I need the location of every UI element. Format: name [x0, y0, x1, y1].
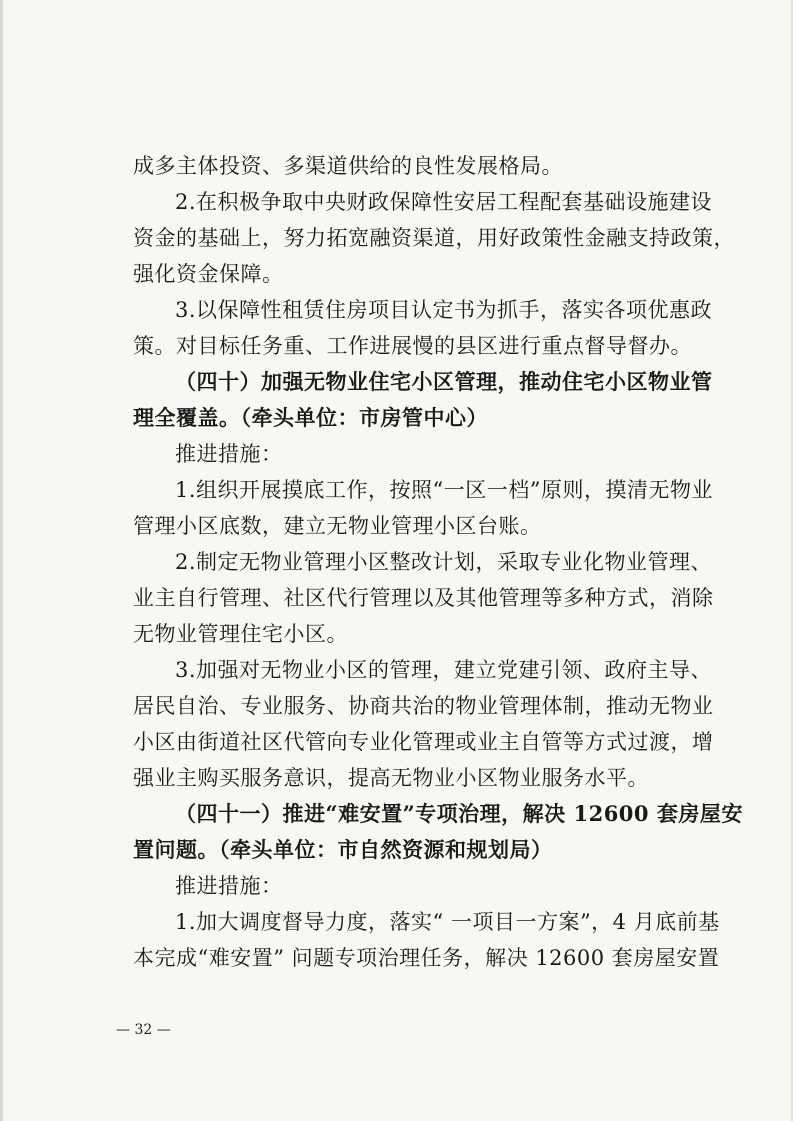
- paragraph-line: 策。对目标任务重、工作进展慢的县区进行重点督导督办。: [133, 334, 692, 358]
- paragraph-line: 2.在积极争取中央财政保障性安居工程配套基础设施建设: [175, 190, 713, 214]
- paragraph-line: 1.加大调度督导力度，落实“ 一项目一方案”，4 月底前基: [175, 910, 720, 934]
- paragraph-line: 强业主购买服务意识，提高无物业小区物业服务水平。: [133, 766, 649, 790]
- paragraph-line: 无物业管理住宅小区。: [133, 622, 348, 646]
- body-text: [133, 148, 743, 976]
- paragraph-line: 推进措施：: [175, 442, 283, 466]
- paragraph-line: 推进措施：: [175, 874, 283, 898]
- section-heading-line: 理全覆盖。（牵头单位：市房管中心）: [133, 405, 488, 430]
- page-number: — 32 —: [116, 1022, 171, 1038]
- paragraph-line: 2.制定无物业管理小区整改计划，采取专业化物业管理、: [175, 550, 713, 574]
- paragraph-line: 成多主体投资、多渠道供给的良性发展格局。: [133, 154, 563, 178]
- section-heading-line: （四十）加强无物业住宅小区管理，推动住宅小区物业管: [175, 369, 713, 394]
- paragraph-line: 资金的基础上，努力拓宽融资渠道，用好政策性金融支持政策，: [133, 226, 735, 250]
- paragraph-line: 3.以保障性租赁住房项目认定书为抓手，落实各项优惠政: [175, 298, 713, 322]
- paragraph-line: 管理小区底数，建立无物业管理小区台账。: [133, 514, 542, 538]
- section-heading-line: （四十一）推进“难安置”专项治理，解决 12600 套房屋安: [175, 801, 743, 826]
- section-heading-line: 置问题。（牵头单位：市自然资源和规划局）: [133, 837, 553, 862]
- scan-edge-shadow: [0, 0, 3, 1121]
- paragraph-line: 居民自治、专业服务、协商共治的物业管理体制，推动无物业: [133, 694, 714, 718]
- paragraph-line: 小区由街道社区代管向专业化管理或业主自管等方式过渡，增: [133, 730, 714, 754]
- paragraph-line: 1.组织开展摸底工作，按照“一区一档”原则，摸清无物业: [175, 478, 714, 502]
- paragraph-line: 3.加强对无物业小区的管理，建立党建引领、政府主导、: [175, 658, 713, 682]
- paragraph-line: 业主自行管理、社区代行管理以及其他管理等多种方式，消除: [133, 586, 714, 610]
- paragraph-line: 本完成“难安置” 问题专项治理任务，解决 12600 套房屋安置: [133, 946, 720, 970]
- paragraph-line: 强化资金保障。: [133, 262, 284, 286]
